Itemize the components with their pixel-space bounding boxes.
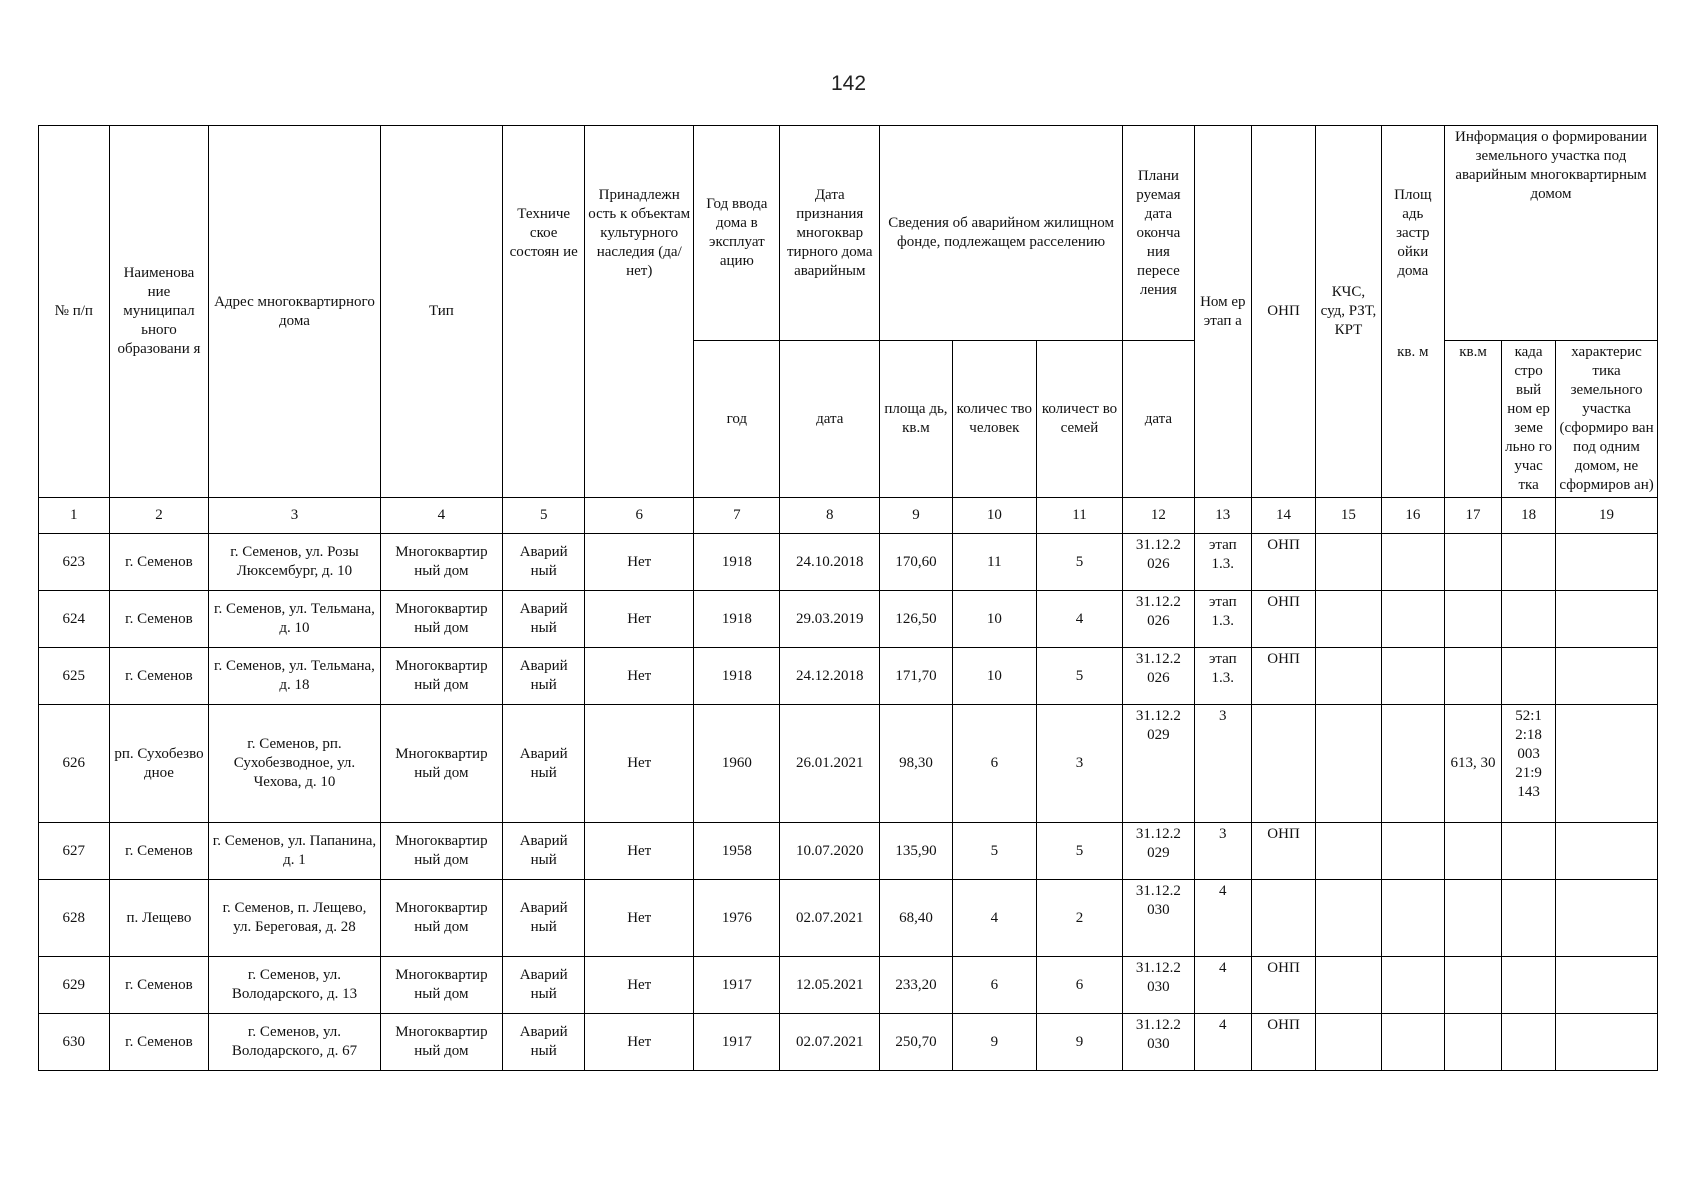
- land-area-cell: 613, 30: [1444, 705, 1501, 823]
- land-characteristic-cell: [1556, 534, 1658, 591]
- onp-cell: ОНП: [1251, 591, 1315, 648]
- column-number: 9: [880, 498, 953, 534]
- land-area-cell: [1444, 648, 1501, 705]
- column-numbers-row: [39, 498, 1658, 534]
- people-cell: 6: [952, 957, 1036, 1014]
- year-cell: 1918: [694, 591, 780, 648]
- column-number: 10: [952, 498, 1036, 534]
- header-planned-date: Плани руемая дата оконча ния пересе ления: [1123, 126, 1195, 341]
- subheader-planned-date: дата: [1123, 341, 1195, 498]
- address-cell: г. Семенов, ул. Розы Люксембург, д. 10: [209, 534, 380, 591]
- kchs-cell: [1316, 648, 1381, 705]
- land-area-cell: [1444, 957, 1501, 1014]
- header-land-info: Информация о формировании земельного участка под аварийным многоквартирным домом: [1444, 126, 1657, 341]
- people-cell: 5: [952, 823, 1036, 880]
- table-row: [39, 534, 1658, 591]
- people-cell: 10: [952, 591, 1036, 648]
- built-area-cell: [1381, 880, 1444, 957]
- header-tech-state: Техниче ское состоян ие: [503, 126, 585, 341]
- families-cell: 4: [1036, 591, 1122, 648]
- tech-state-cell: Аварий ный: [503, 648, 585, 705]
- date-cell: 24.10.2018: [780, 534, 880, 591]
- subheader-families: количест во семей: [1036, 341, 1122, 498]
- built-area-cell: [1381, 1014, 1444, 1071]
- land-characteristic-cell: [1556, 880, 1658, 957]
- column-number: 6: [585, 498, 694, 534]
- header-address: Адрес многоквартирного дома: [209, 126, 380, 498]
- table-row: [39, 823, 1658, 880]
- header-date-recognized: Дата признания многоквар тирного дома аварийным: [780, 126, 880, 341]
- date-cell: 24.12.2018: [780, 648, 880, 705]
- header-land-characteristic: характерис тика земельного участка (сформиро ван под одним домом, не сформиров ан): [1556, 341, 1658, 498]
- address-cell: г. Семенов, ул. Володарского, д. 67: [209, 1014, 380, 1071]
- tech-state-cell: Аварий ный: [503, 823, 585, 880]
- families-cell: 9: [1036, 1014, 1122, 1071]
- area-cell: 170,60: [880, 534, 953, 591]
- built-area-cell: [1381, 534, 1444, 591]
- planned-date-cell: 31.12.2 026: [1123, 534, 1195, 591]
- tech-state-cell: Аварий ный: [503, 591, 585, 648]
- column-number: 2: [109, 498, 209, 534]
- header-num: № п/п: [39, 126, 110, 498]
- column-number: 12: [1123, 498, 1195, 534]
- land-characteristic-cell: [1556, 957, 1658, 1014]
- kchs-cell: [1316, 534, 1381, 591]
- subheader-area: площа дь, кв.м: [880, 341, 953, 498]
- header-cadastral: када стро вый ном ер земе льно го учас тка: [1502, 341, 1556, 498]
- onp-cell: [1251, 705, 1315, 823]
- table-row: [39, 880, 1658, 957]
- column-number: 11: [1036, 498, 1122, 534]
- address-cell: г. Семенов, ул. Володарского, д. 13: [209, 957, 380, 1014]
- cadastral-cell: [1502, 534, 1556, 591]
- year-cell: 1918: [694, 534, 780, 591]
- onp-cell: ОНП: [1251, 823, 1315, 880]
- cadastral-cell: [1502, 957, 1556, 1014]
- heritage-cell: Нет: [585, 648, 694, 705]
- cadastral-cell: 52:1 2:18 003 21:9 143: [1502, 705, 1556, 823]
- column-number: 18: [1502, 498, 1556, 534]
- area-cell: 250,70: [880, 1014, 953, 1071]
- column-number: 1: [39, 498, 110, 534]
- land-area-cell: [1444, 823, 1501, 880]
- address-cell: г. Семенов, рп. Сухобезводное, ул. Чехова, д. 10: [209, 705, 380, 823]
- land-characteristic-cell: [1556, 823, 1658, 880]
- area-cell: 233,20: [880, 957, 953, 1014]
- row-number-cell: 629: [39, 957, 110, 1014]
- type-cell: Многоквартир ный дом: [380, 648, 503, 705]
- families-cell: 6: [1036, 957, 1122, 1014]
- subheader-year: год: [694, 341, 780, 498]
- municipality-cell: г. Семенов: [109, 534, 209, 591]
- municipality-cell: г. Семенов: [109, 1014, 209, 1071]
- planned-date-cell: 31.12.2 030: [1123, 880, 1195, 957]
- header-built-area: Площ адь застр ойки дома: [1381, 126, 1444, 341]
- type-cell: Многоквартир ный дом: [380, 880, 503, 957]
- column-number: 14: [1251, 498, 1315, 534]
- heritage-cell: Нет: [585, 591, 694, 648]
- land-characteristic-cell: [1556, 1014, 1658, 1071]
- land-characteristic-cell: [1556, 648, 1658, 705]
- land-area-cell: [1444, 534, 1501, 591]
- planned-date-cell: 31.12.2 029: [1123, 823, 1195, 880]
- heritage-cell: Нет: [585, 705, 694, 823]
- date-cell: 02.07.2021: [780, 1014, 880, 1071]
- header-type: Тип: [380, 126, 503, 498]
- municipality-cell: г. Семенов: [109, 823, 209, 880]
- date-cell: 12.05.2021: [780, 957, 880, 1014]
- type-cell: Многоквартир ный дом: [380, 705, 503, 823]
- people-cell: 9: [952, 1014, 1036, 1071]
- people-cell: 6: [952, 705, 1036, 823]
- people-cell: 4: [952, 880, 1036, 957]
- land-characteristic-cell: [1556, 591, 1658, 648]
- onp-cell: ОНП: [1251, 957, 1315, 1014]
- subheader-date: дата: [780, 341, 880, 498]
- year-cell: 1917: [694, 957, 780, 1014]
- kchs-cell: [1316, 957, 1381, 1014]
- column-number: 8: [780, 498, 880, 534]
- year-cell: 1958: [694, 823, 780, 880]
- land-area-cell: [1444, 591, 1501, 648]
- header-stage-number: Ном ер этап а: [1194, 126, 1251, 498]
- column-number: 4: [380, 498, 503, 534]
- year-cell: 1960: [694, 705, 780, 823]
- area-cell: 126,50: [880, 591, 953, 648]
- kchs-cell: [1316, 1014, 1381, 1071]
- subheader-land-unit: кв.м: [1444, 341, 1501, 498]
- heritage-cell: Нет: [585, 823, 694, 880]
- type-cell: Многоквартир ный дом: [380, 591, 503, 648]
- row-number-cell: 626: [39, 705, 110, 823]
- header-municipality: Наименова ние муниципал ьного образовани я: [109, 126, 209, 498]
- built-area-cell: [1381, 648, 1444, 705]
- municipality-cell: п. Лещево: [109, 880, 209, 957]
- header-year-built: Год ввода дома в эксплуат ацию: [694, 126, 780, 341]
- subheader-people: количес тво человек: [952, 341, 1036, 498]
- heritage-cell: Нет: [585, 1014, 694, 1071]
- onp-cell: [1251, 880, 1315, 957]
- address-cell: г. Семенов, ул. Папанина, д. 1: [209, 823, 380, 880]
- stage-cell: 3: [1194, 823, 1251, 880]
- address-cell: г. Семенов, ул. Тельмана, д. 10: [209, 591, 380, 648]
- row-number-cell: 624: [39, 591, 110, 648]
- stage-cell: 3: [1194, 705, 1251, 823]
- page-number: 142: [830, 72, 867, 95]
- address-cell: г. Семенов, п. Лещево, ул. Береговая, д. 28: [209, 880, 380, 957]
- type-cell: Многоквартир ный дом: [380, 957, 503, 1014]
- address-cell: г. Семенов, ул. Тельмана, д. 18: [209, 648, 380, 705]
- year-cell: 1917: [694, 1014, 780, 1071]
- planned-date-cell: 31.12.2 030: [1123, 957, 1195, 1014]
- land-area-cell: [1444, 1014, 1501, 1071]
- built-area-cell: [1381, 957, 1444, 1014]
- header-kchs: КЧС, суд, РЗТ, КРТ: [1316, 126, 1381, 498]
- families-cell: 5: [1036, 648, 1122, 705]
- column-number: 5: [503, 498, 585, 534]
- header-heritage-cont: [585, 341, 694, 498]
- table-row: [39, 957, 1658, 1014]
- cadastral-cell: [1502, 823, 1556, 880]
- people-cell: 11: [952, 534, 1036, 591]
- cadastral-cell: [1502, 1014, 1556, 1071]
- cadastral-cell: [1502, 880, 1556, 957]
- row-number-cell: 623: [39, 534, 110, 591]
- header-emergency-info: Сведения об аварийном жилищном фонде, подлежащем расселению: [880, 126, 1123, 341]
- table-row: [39, 648, 1658, 705]
- land-area-cell: [1444, 880, 1501, 957]
- area-cell: 98,30: [880, 705, 953, 823]
- stage-cell: 4: [1194, 957, 1251, 1014]
- year-cell: 1918: [694, 648, 780, 705]
- year-cell: 1976: [694, 880, 780, 957]
- date-cell: 29.03.2019: [780, 591, 880, 648]
- tech-state-cell: Аварий ный: [503, 880, 585, 957]
- families-cell: 2: [1036, 880, 1122, 957]
- planned-date-cell: 31.12.2 026: [1123, 591, 1195, 648]
- built-area-cell: [1381, 705, 1444, 823]
- onp-cell: ОНП: [1251, 534, 1315, 591]
- families-cell: 3: [1036, 705, 1122, 823]
- header-tech-state-cont: [503, 341, 585, 498]
- area-cell: 135,90: [880, 823, 953, 880]
- column-number: 7: [694, 498, 780, 534]
- stage-cell: этап 1.3.: [1194, 534, 1251, 591]
- tech-state-cell: Аварий ный: [503, 957, 585, 1014]
- planned-date-cell: 31.12.2 030: [1123, 1014, 1195, 1071]
- planned-date-cell: 31.12.2 026: [1123, 648, 1195, 705]
- kchs-cell: [1316, 705, 1381, 823]
- column-number: 13: [1194, 498, 1251, 534]
- area-cell: 171,70: [880, 648, 953, 705]
- header-onp: ОНП: [1251, 126, 1315, 498]
- stage-cell: 4: [1194, 880, 1251, 957]
- kchs-cell: [1316, 823, 1381, 880]
- stage-cell: этап 1.3.: [1194, 591, 1251, 648]
- date-cell: 10.07.2020: [780, 823, 880, 880]
- planned-date-cell: 31.12.2 029: [1123, 705, 1195, 823]
- type-cell: Многоквартир ный дом: [380, 823, 503, 880]
- table-row: [39, 1014, 1658, 1071]
- people-cell: 10: [952, 648, 1036, 705]
- municipality-cell: г. Семенов: [109, 648, 209, 705]
- municipality-cell: рп. Сухобезво дное: [109, 705, 209, 823]
- municipality-cell: г. Семенов: [109, 957, 209, 1014]
- tech-state-cell: Аварий ный: [503, 534, 585, 591]
- type-cell: Многоквартир ный дом: [380, 534, 503, 591]
- municipality-cell: г. Семенов: [109, 591, 209, 648]
- cadastral-cell: [1502, 648, 1556, 705]
- heritage-cell: Нет: [585, 957, 694, 1014]
- type-cell: Многоквартир ный дом: [380, 1014, 503, 1071]
- date-cell: 26.01.2021: [780, 705, 880, 823]
- tech-state-cell: Аварий ный: [503, 705, 585, 823]
- tech-state-cell: Аварий ный: [503, 1014, 585, 1071]
- families-cell: 5: [1036, 823, 1122, 880]
- header-heritage: Принадлежн ость к объектам культурного наследия (да/нет): [585, 126, 694, 341]
- table-row: [39, 591, 1658, 648]
- column-number: 15: [1316, 498, 1381, 534]
- table-row: [39, 705, 1658, 823]
- land-characteristic-cell: [1556, 705, 1658, 823]
- column-number: 19: [1556, 498, 1658, 534]
- built-area-cell: [1381, 591, 1444, 648]
- emergency-housing-table: [38, 125, 1658, 1071]
- stage-cell: этап 1.3.: [1194, 648, 1251, 705]
- stage-cell: 4: [1194, 1014, 1251, 1071]
- column-number: 16: [1381, 498, 1444, 534]
- built-area-cell: [1381, 823, 1444, 880]
- row-number-cell: 627: [39, 823, 110, 880]
- date-cell: 02.07.2021: [780, 880, 880, 957]
- cadastral-cell: [1502, 591, 1556, 648]
- row-number-cell: 628: [39, 880, 110, 957]
- families-cell: 5: [1036, 534, 1122, 591]
- column-number: 17: [1444, 498, 1501, 534]
- onp-cell: ОНП: [1251, 1014, 1315, 1071]
- kchs-cell: [1316, 880, 1381, 957]
- onp-cell: ОНП: [1251, 648, 1315, 705]
- column-number: 3: [209, 498, 380, 534]
- heritage-cell: Нет: [585, 880, 694, 957]
- heritage-cell: Нет: [585, 534, 694, 591]
- row-number-cell: 630: [39, 1014, 110, 1071]
- area-cell: 68,40: [880, 880, 953, 957]
- kchs-cell: [1316, 591, 1381, 648]
- row-number-cell: 625: [39, 648, 110, 705]
- subheader-built-unit: кв. м: [1381, 341, 1444, 498]
